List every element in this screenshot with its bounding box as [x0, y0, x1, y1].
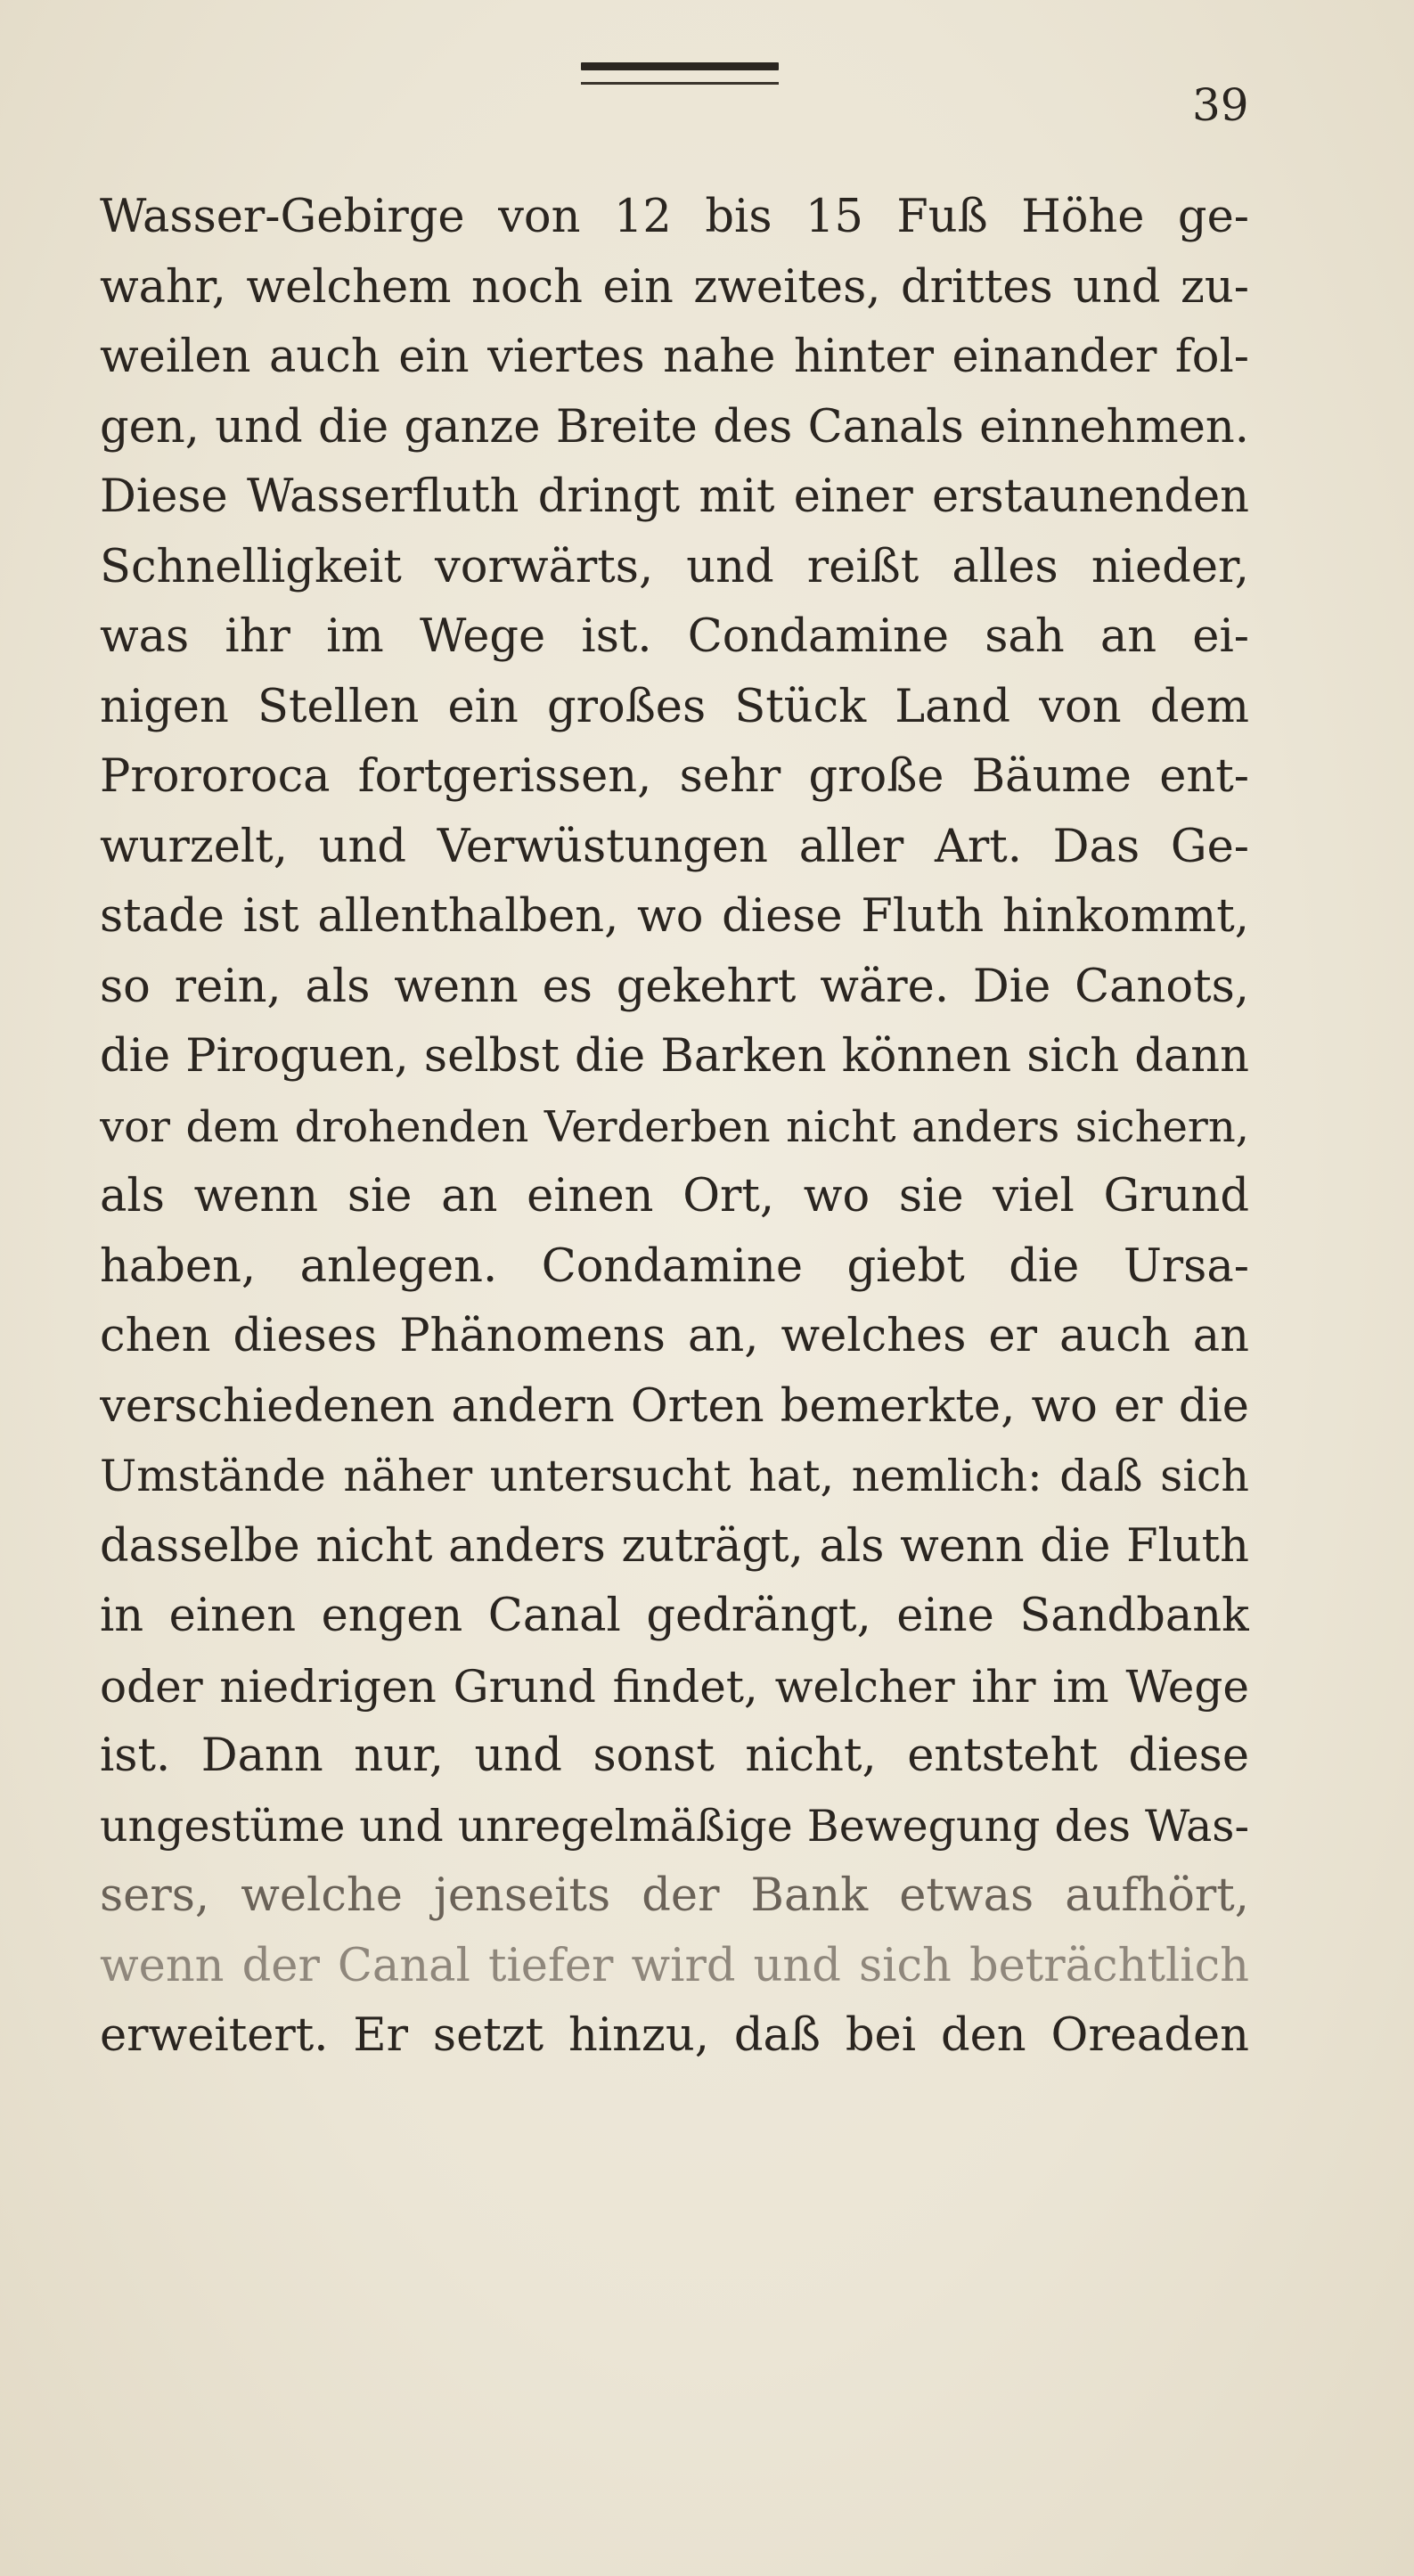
text-line: die Piroguen, selbst die Barken können sich dann [100, 1030, 1249, 1083]
text-line: dasselbe nicht anders zuträgt, als wenn die Fluth [100, 1519, 1249, 1573]
text-line: chen dieses Phänomens an, welches er auch an [100, 1310, 1249, 1362]
text-line: Wasser-Gebirge von 12 bis 15 Fuß Höhe ge- [100, 191, 1249, 243]
page-number: 39 [1192, 79, 1249, 131]
text-line: weilen auch ein viertes nahe hinter einander fol- [100, 331, 1249, 383]
header-rule [581, 62, 779, 70]
text-line: ungestüme und unregelmäßige Bewegung des Was- [100, 1800, 1249, 1852]
text-line: Diese Wasserfluth dringt mit einer erstaunenden [100, 470, 1249, 523]
text-line: Umstände näher untersucht hat, nemlich: daß sich [100, 1451, 1249, 1501]
text-line: sers, welche jenseits der Bank etwas aufhört, [100, 1869, 1249, 1922]
text-line: wahr, welchem noch ein zweites, drittes und zu- [100, 260, 1249, 314]
text-line: stade ist allenthalben, wo diese Fluth hinkommt, [100, 890, 1249, 943]
text-line: vor dem drohenden Verderben nicht anders sichern, [100, 1101, 1249, 1152]
text-line: in einen engen Canal gedrängt, eine Sandbank [100, 1590, 1249, 1642]
text-line: gen, und die ganze Breite des Canals einnehmen. [100, 400, 1249, 454]
text-line: oder niedrigen Grund findet, welcher ihr im Wege [100, 1660, 1249, 1713]
text-line: wurzelt, und Verwüstungen aller Art. Das Ge- [100, 820, 1249, 873]
header-rule-thin [581, 82, 779, 85]
text-line: was ihr im Wege ist. Condamine sah an ei- [100, 610, 1249, 663]
text-line: wenn der Canal tiefer wird und sich beträchtlich [100, 1939, 1249, 1992]
text-line: verschiedenen andern Orten bemerkte, wo er die [100, 1379, 1249, 1433]
text-line: ist. Dann nur, und sonst nicht, entsteht diese [100, 1730, 1249, 1782]
text-line: Prororoca fortgerissen, sehr große Bäume ent- [100, 750, 1249, 803]
text-line: nigen Stellen ein großes Stück Land von dem [100, 680, 1249, 733]
text-line: Schnelligkeit vorwärts, und reißt alles nieder, [100, 540, 1249, 593]
body-text [100, 183, 1249, 2072]
text-line: haben, anlegen. Condamine giebt die Ursa- [100, 1239, 1249, 1293]
text-line: erweitert. Er setzt hinzu, daß bei den Oreaden [100, 2009, 1249, 2062]
text-line: als wenn sie an einen Ort, wo sie viel Grund [100, 1170, 1249, 1223]
text-line: so rein, als wenn es gekehrt wäre. Die Canots, [100, 960, 1249, 1013]
